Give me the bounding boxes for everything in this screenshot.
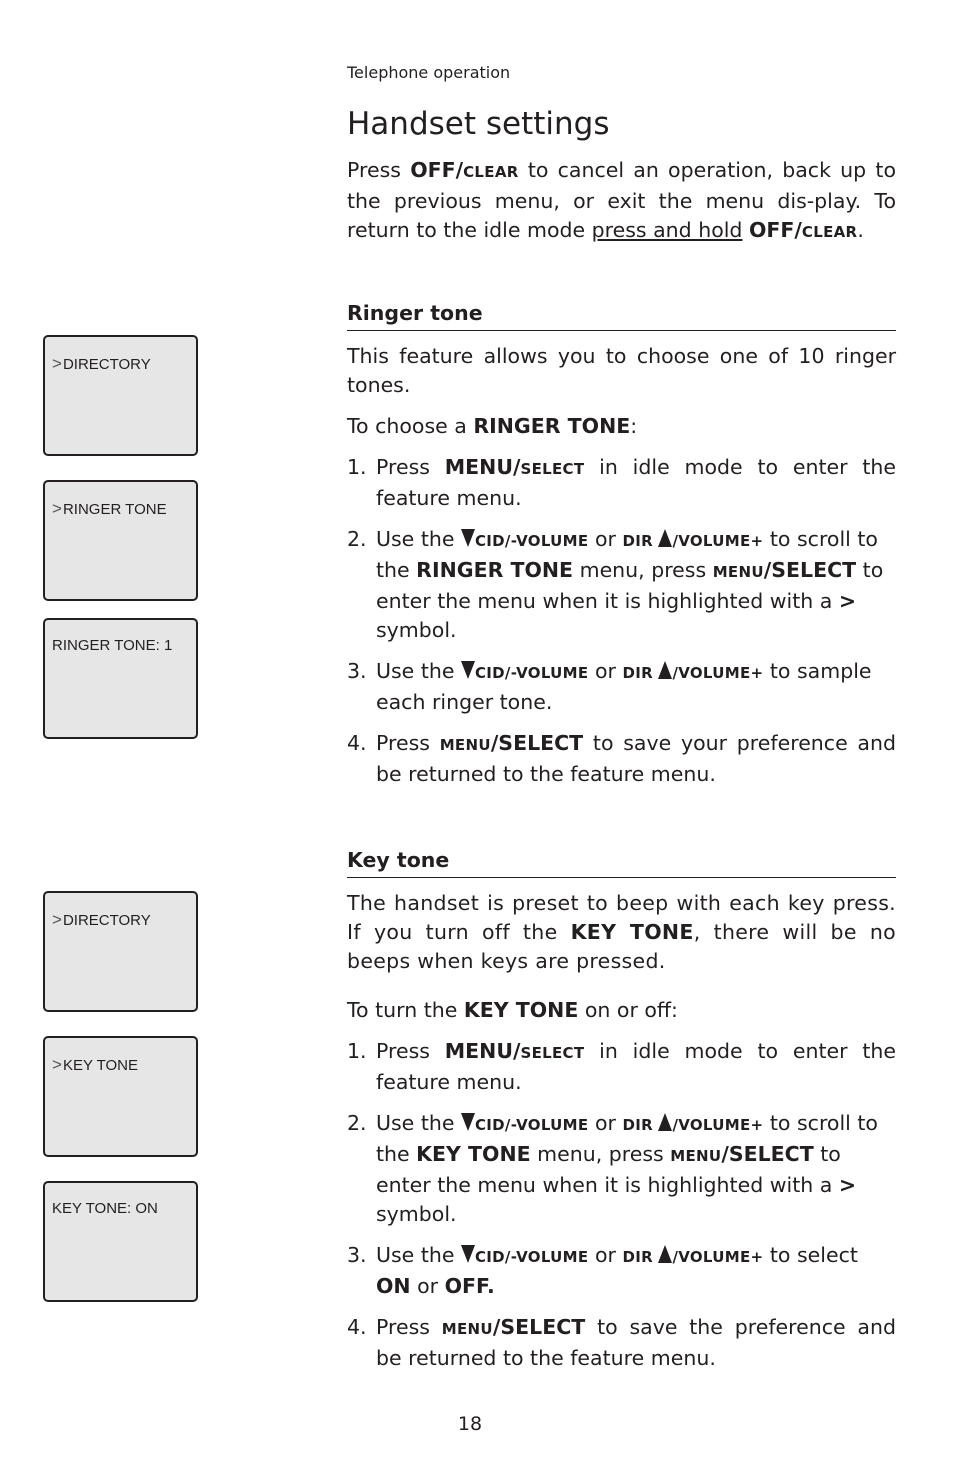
key-tone-key: KEY TONE: [416, 1142, 531, 1166]
lcd-screen-key-tone: [43, 1036, 198, 1157]
select-key: /SELECT: [721, 1142, 814, 1166]
step-number: 3.: [347, 659, 367, 683]
step-number: 3.: [347, 1243, 367, 1267]
keytone-turn-line: [347, 996, 896, 1025]
screen-text: KEY TONE: [62, 1057, 138, 1074]
step-text: or: [588, 1243, 623, 1267]
intro-text: to cancel an operation, back up to the previous menu, or exit the menu dis-play. To return to the idle mode: [347, 158, 896, 242]
select-key: SELECT: [520, 1044, 585, 1062]
off-key: OFF/: [410, 158, 464, 182]
ringer-description: This feature allows you to choose one of 10 ringer tones.: [347, 344, 896, 397]
select-key: /SELECT: [492, 1315, 586, 1339]
step-text: Press: [376, 731, 440, 755]
step-text: or: [588, 1111, 623, 1135]
cid-volume-key: CID/-VOLUME: [474, 1116, 589, 1134]
turn-key: KEY TONE: [463, 998, 579, 1022]
triangle-down-icon: [461, 1113, 475, 1131]
section-label: Telephone operation: [347, 63, 511, 82]
triangle-up-icon: [658, 1245, 672, 1263]
clear-key-2: CLEAR: [801, 223, 858, 241]
ringer-step-2: [347, 525, 896, 645]
triangle-down-icon: [461, 661, 475, 679]
step-number: 4.: [347, 1315, 367, 1339]
volume-plus-key: /VOLUME+: [672, 1248, 764, 1266]
off-option: OFF.: [444, 1274, 495, 1298]
lcd-screen-ringer-tone: [43, 480, 198, 601]
choose-key: RINGER TONE: [473, 414, 631, 438]
menu-key: MENU: [441, 1320, 493, 1338]
step-text: or: [410, 1274, 445, 1298]
menu-key: MENU: [712, 563, 764, 581]
menu-key: MENU/: [444, 455, 521, 479]
choose-post: :: [630, 414, 638, 438]
ringer-tone-heading: Ringer tone: [347, 300, 896, 331]
lcd-screen-directory: [43, 335, 198, 456]
clear-key: CLEAR: [463, 163, 519, 181]
screen-text: RINGER TONE: [62, 501, 167, 518]
caret-icon: >: [52, 499, 62, 518]
dir-key: DIR: [622, 1116, 659, 1134]
intro-press: Press: [347, 158, 401, 182]
ringer-choose-line: [347, 412, 896, 441]
lcd-screen-ringer-tone-value: [43, 618, 198, 739]
ringer-step-1: [347, 453, 896, 513]
keytone-step-3: [347, 1241, 896, 1301]
step-text: to scroll to the: [376, 527, 878, 582]
keytone-description: [347, 889, 896, 976]
select-key: SELECT: [520, 460, 585, 478]
triangle-down-icon: [461, 529, 475, 547]
step-text: menu, press: [573, 558, 713, 582]
lcd-screen-key-tone-value: [43, 1181, 198, 1302]
triangle-up-icon: [658, 1113, 672, 1131]
triangle-up-icon: [658, 661, 672, 679]
dir-key: DIR: [622, 1248, 659, 1266]
turn-post: on or off:: [578, 998, 678, 1022]
step-number: 4.: [347, 731, 367, 755]
press-and-hold: press and hold: [591, 218, 743, 242]
step-text: in idle mode to enter the feature menu.: [376, 455, 896, 510]
screen-text: DIRECTORY: [62, 356, 151, 373]
step-text: in idle mode to enter the feature menu.: [376, 1039, 896, 1094]
step-text: to select: [763, 1243, 858, 1267]
desc-text: , there will be no beeps when keys are pressed.: [347, 920, 897, 973]
screen-text: KEY TONE: ON: [52, 1200, 158, 1217]
step-text: Press: [376, 1315, 442, 1339]
select-key: /SELECT: [763, 558, 857, 582]
cid-volume-key: CID/-VOLUME: [474, 1248, 589, 1266]
keytone-step-2: [347, 1109, 896, 1229]
step-text: to save your preference and be returned to the feature menu.: [376, 731, 896, 786]
ringer-step-3: [347, 657, 896, 717]
step-text: Use the: [376, 659, 461, 683]
menu-key: MENU: [439, 736, 491, 754]
step-text: to scroll to the: [376, 1111, 878, 1166]
desc-text: The handset is preset to beep with each key press. If you turn off the: [347, 891, 896, 944]
intro-end: .: [857, 218, 864, 242]
volume-plus-key: /VOLUME+: [672, 532, 764, 550]
intro-paragraph: [347, 156, 896, 247]
ringer-tone-key: RINGER TONE: [416, 558, 574, 582]
screen-text: RINGER TONE: 1: [52, 637, 173, 654]
lcd-screen-directory-2: [43, 891, 198, 1012]
keytone-step-4: [347, 1313, 896, 1373]
step-text: to save the preference and be returned to the feature menu.: [376, 1315, 896, 1370]
step-text: to enter the menu when it is highlighted with a: [376, 1142, 841, 1197]
step-text: symbol.: [376, 1202, 457, 1226]
step-text: or: [588, 527, 623, 551]
triangle-up-icon: [658, 529, 672, 547]
step-text: to enter the menu when it is highlighted with a: [376, 558, 884, 613]
key-tone-key: KEY TONE: [570, 920, 694, 944]
key-tone-heading: Key tone: [347, 847, 896, 878]
caret-icon: >: [52, 910, 62, 929]
step-number: 2.: [347, 1111, 367, 1135]
cid-volume-key: CID/-VOLUME: [474, 532, 589, 550]
ringer-steps: [347, 453, 896, 801]
step-text: or: [588, 659, 623, 683]
turn-pre: To turn the: [347, 998, 464, 1022]
page-number: 18: [457, 1413, 483, 1435]
cid-volume-key: CID/-VOLUME: [474, 664, 589, 682]
off-key-2: OFF/: [748, 218, 802, 242]
step-text: Use the: [376, 1111, 461, 1135]
screen-text: DIRECTORY: [62, 912, 151, 929]
step-text: Use the: [376, 1243, 461, 1267]
select-key: /SELECT: [490, 731, 584, 755]
keytone-steps: [347, 1037, 896, 1385]
menu-key: MENU: [670, 1147, 722, 1165]
page-title: Handset settings: [347, 106, 610, 142]
volume-plus-key: /VOLUME+: [672, 664, 764, 682]
step-text: Use the: [376, 527, 461, 551]
choose-pre: To choose a: [347, 414, 474, 438]
gt-symbol: >: [838, 1173, 857, 1197]
step-text: Press: [376, 1039, 445, 1063]
gt-symbol: >: [838, 589, 857, 613]
on-option: ON: [376, 1274, 411, 1298]
keytone-step-1: [347, 1037, 896, 1097]
triangle-down-icon: [461, 1245, 475, 1263]
step-number: 1.: [347, 455, 367, 479]
caret-icon: >: [52, 354, 62, 373]
caret-icon: >: [52, 1055, 62, 1074]
dir-key: DIR: [622, 664, 659, 682]
ringer-step-4: [347, 729, 896, 789]
step-number: 2.: [347, 527, 367, 551]
step-text: symbol.: [376, 618, 457, 642]
volume-plus-key: /VOLUME+: [672, 1116, 764, 1134]
step-text: Press: [376, 455, 445, 479]
menu-key: MENU/: [444, 1039, 521, 1063]
step-number: 1.: [347, 1039, 367, 1063]
dir-key: DIR: [622, 532, 659, 550]
step-text: to sample each ringer tone.: [376, 659, 872, 714]
step-text: menu, press: [530, 1142, 671, 1166]
